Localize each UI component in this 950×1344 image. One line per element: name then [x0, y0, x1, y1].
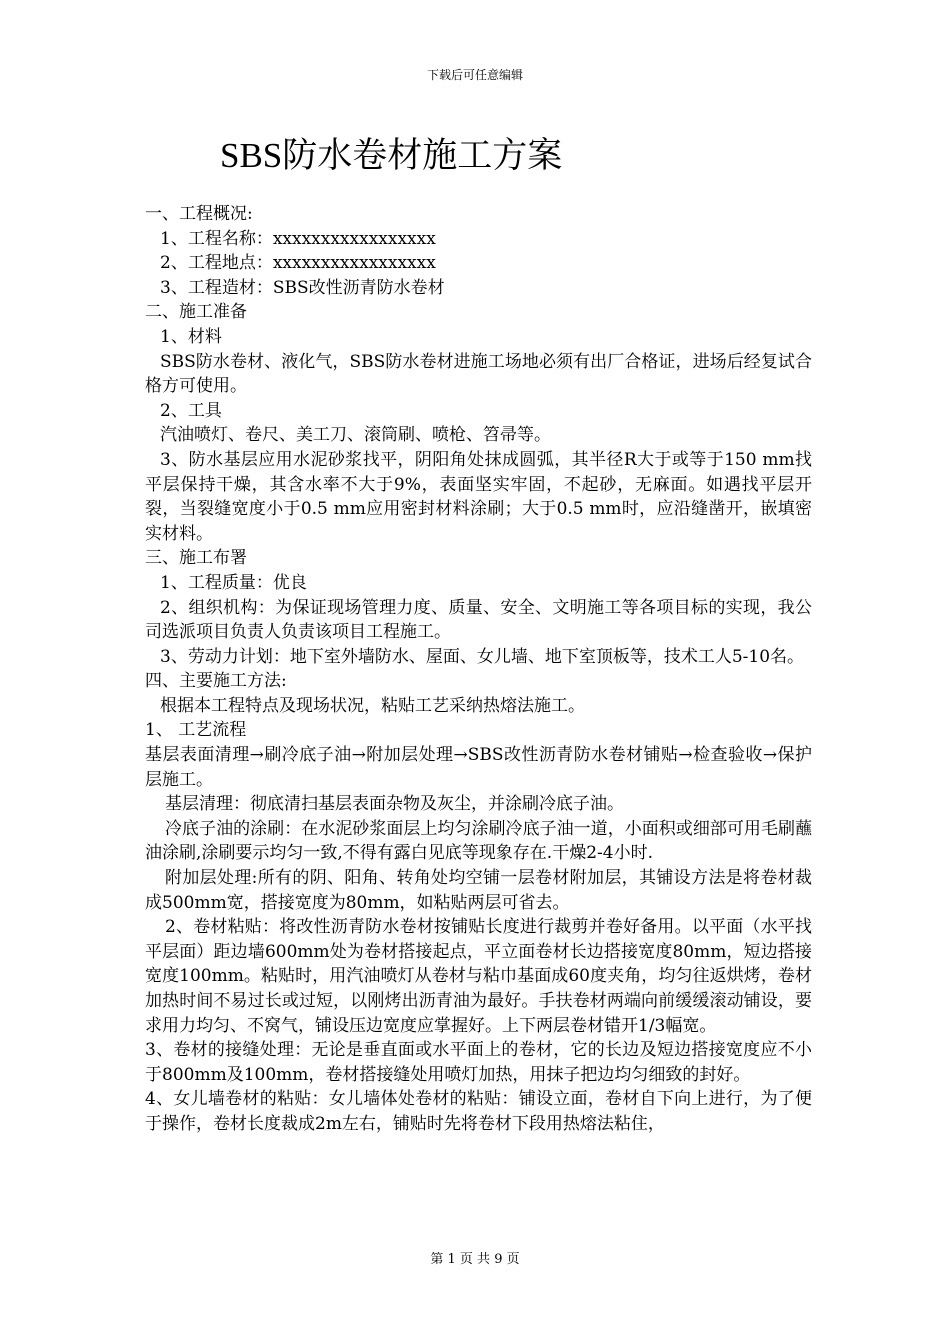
document-body [145, 202, 812, 1137]
paragraph: 根据本工程特点及现场状况，粘贴工艺采纳热熔法施工。 [160, 695, 585, 716]
paragraph: 基层表面清理→刷冷底子油→附加层处理→SBS改性沥青防水卷材铺贴→检查验收→保护层施工。 [145, 745, 812, 790]
section-heading-methods: 四、主要施工方法: [145, 671, 287, 692]
section-heading-overview: 一、工程概况: [145, 204, 253, 224]
paragraph: 4、女儿墙卷材的粘贴：女儿墙体处卷材的粘贴：铺设立面，卷材自下向上进行，为了便于操作，卷材长度裁成2m左右，铺贴时先将卷材下段用热熔法粘住， [145, 1089, 812, 1134]
paragraph: 附加层处理:所有的阴、阳角、转角处均空铺一层卷材附加层，其铺设方法是将卷材裁成500mm宽，搭接宽度为80mm，如粘贴两层可省去。 [145, 868, 812, 913]
document-title: SBS防水卷材施工方案 [220, 136, 563, 175]
section-heading-layout: 三、施工布署 [145, 548, 247, 569]
paragraph: 汽油喷灯、卷尺、美工刀、滚筒刷、喷枪、笤帚等。 [160, 425, 551, 446]
paragraph: 2、工具 [160, 400, 222, 421]
page-number: 第 1 页 共 9 页 [430, 1252, 520, 1267]
paragraph: 3、防水基层应用水泥砂浆找平，阴阳角处抹成圆弧，其半径R大于或等于150 mm找平层保持干燥，其含水率不大于9%，表面坚实牢固，不起砂，无麻面。如遇找平层开裂，当裂缝宽度小于0.5 mm应用密封材料涂刷；大于0.5 mm时，应沿缝凿开，嵌填密实材料。 [145, 449, 812, 544]
paragraph: 3、劳动力计划：地下室外墙防水、屋面、女儿墙、地下室顶板等，技术工人5-10名。 [160, 646, 805, 667]
page-header-note: 下载后可任意编辑 [426, 68, 523, 82]
paragraph: 冷底子油的涂刷：在水泥砂浆面层上均匀涂刷冷底子油一道，小面积或细部可用毛刷蘸油涂刷,涂刷要示均匀一致,不得有露白见底等现象存在.干燥2-4小时. [145, 818, 812, 864]
section-heading-preparation: 二、施工准备 [145, 302, 247, 323]
paragraph: 1、工程名称：xxxxxxxxxxxxxxxxx [160, 228, 436, 249]
paragraph: 1、材料 [160, 326, 222, 347]
paragraph: 2、卷材粘贴：将改性沥青防水卷材按铺贴长度进行裁剪并卷好备用。以平面（水平找平层面）距边墙600mm处为卷材搭接起点，平立面卷材长边搭接宽度80mm，短边搭接宽度100mm。粘贴时，用汽油喷灯从卷材与粘巾基面成60度夹角，均匀往返烘烤，卷材加热时间不易过长或过短，以刚烤出沥青油为最好。手扶卷材两端向前缓缓滚动铺设，要求用力均匀、不窝气，铺设压边宽度应掌握好。上下两层卷材错开1/3幅宽。 [145, 917, 812, 1036]
paragraph: SBS防水卷材、液化气，SBS防水卷材进施工场地必须有出厂合格证，进场后经复试合格方可使用。 [145, 351, 812, 397]
paragraph: 2、工程地点：xxxxxxxxxxxxxxxxx [160, 253, 436, 274]
paragraph: 3、卷材的接缝处理：无论是垂直面或水平面上的卷材，它的长边及短边搭接宽度应不小于800mm及100mm，卷材搭接缝处用喷灯加热，用抹子把边均匀细致的封好。 [145, 1040, 812, 1085]
paragraph: 基层清理：彻底清扫基层表面杂物及灰尘，并涂刷冷底子油。 [165, 794, 624, 815]
paragraph: 2、组织机构：为保证现场管理力度、质量、安全、文明施工等各项目标的实现，我公司选派项目负责人负责该项目工程施工。 [145, 597, 812, 643]
paragraph: 1、工程质量：优良 [160, 572, 307, 593]
paragraph: 1、 工艺流程 [145, 720, 247, 741]
paragraph: 3、工程造材：SBS改性沥青防水卷材 [160, 277, 445, 298]
